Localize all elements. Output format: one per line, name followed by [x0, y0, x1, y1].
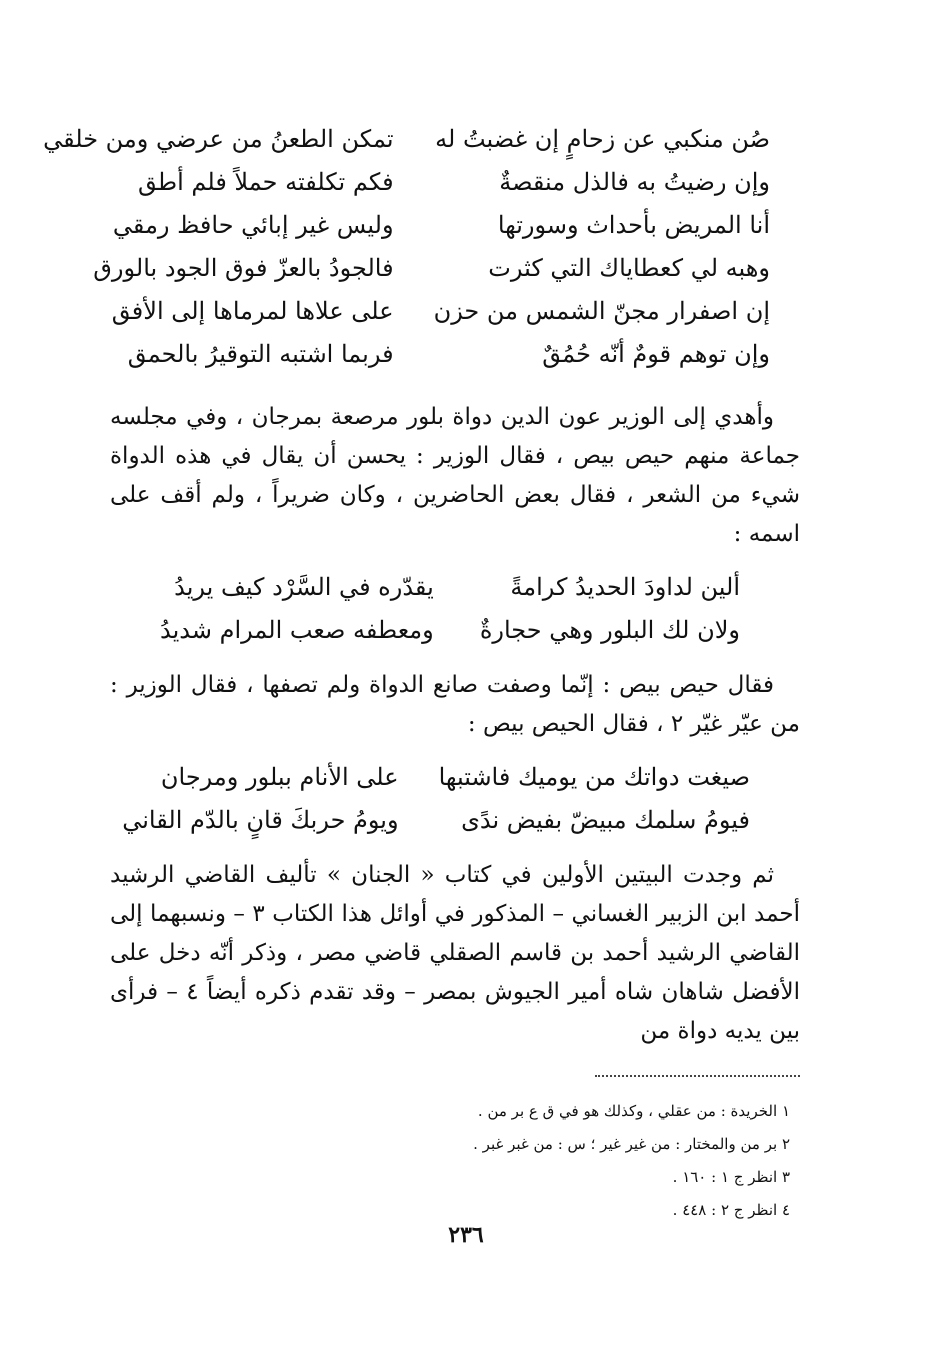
verse-hemistich: على الأنام ببلور ومرجان — [160, 763, 399, 791]
page-number: ٢٣٦ — [448, 1222, 484, 1248]
footnote-divider — [595, 1075, 800, 1077]
verse-hemistich: وإن رضيتُ به فالذل منقصةٌ — [499, 168, 770, 196]
page-body — [43, 118, 800, 1227]
prose-paragraph-3: ثم وجدت البيتين الأولين في كتاب « الجنان » تأليف القاضي الرشيد أحمد ابن الزبير الغساني – المذكور في أوائل هذا الكتاب ٣ – ونسبهما إلى القاضي الرشيد أحمد بن قاسم الصقلي قاضي مصر ، وذكر أنّه دخل على الأفضل شاهان شاه أمير الجيوش بمصر – وقد تقدم ذكره أيضاً ٤ – فرأى بين يديه دواة من — [110, 862, 800, 1044]
prose-paragraph-1: وأهدي إلى الوزير عون الدين دواة بلور مرصعة بمرجان ، وفي مجلسه جماعة منهم حيص بيص ، فقال الوزير : يحسن أن يقال في هذه الدواة شيء من الشعر ، فقال بعض الحاضرين ، وكان ضريراً ، ولم أقف على اسمه : — [110, 404, 800, 547]
verse-hemistich: ومعطفه صعب المرام شديدُ — [160, 616, 434, 644]
footnote-2: ٢ بر من والمختار : من غير غير ؛ س : من غبر غبر . — [473, 1135, 790, 1153]
verse-hemistich: على علاها لمرماها إلى الأفق — [111, 297, 394, 325]
poem-block-3 — [110, 756, 800, 842]
verse-hemistich: فيومُ سلمك مبيضّ بفيض ندًى — [461, 806, 750, 834]
verse-hemistich: وإن توهم قومٌ أنّه حُمُقٌ — [542, 340, 770, 368]
poem-block-2 — [110, 566, 800, 652]
verse-hemistich: يقدّره في السَّرْد كيف يريدُ — [174, 573, 434, 601]
verse-hemistich: تمكن الطعنُ من عرضي ومن خلقي — [43, 125, 394, 153]
verse-hemistich: إن اصفرار مجنّ الشمس من حزن — [433, 297, 770, 325]
verse-hemistich: صُن منكبي عن زحامٍ إن غضبتُ له — [435, 125, 770, 153]
prose-paragraph-2: فقال حيص بيص : إنّما وصفت صانع الدواة ولم تصفها ، فقال الوزير : من عيّر غيّر ٢ ، فقال الحيص بيص : — [110, 672, 800, 737]
poem-block-1 — [43, 118, 800, 376]
verse-hemistich: وليس غير إبائي حافظ رمقي — [112, 211, 394, 239]
verse-hemistich: فكم تكلفته حملاً فلم أطق — [138, 168, 394, 196]
footnotes — [110, 1095, 800, 1227]
verse-hemistich: ألين لداودَ الحديدُ كرامةً — [510, 573, 740, 601]
verse-hemistich: فربما اشتبه التوقيرُ بالحمق — [127, 340, 394, 368]
verse-hemistich: فالجودُ بالعزّ فوق الجود بالورق — [93, 254, 394, 282]
footnote-4: ٤ انظر ج ٢ : ٤٤٨ . — [672, 1201, 790, 1219]
footnote-1: ١ الخريدة : من عقلي ، وكذلك هو في ق ع بر من . — [477, 1102, 790, 1120]
verse-hemistich: صيغت دواتك من يوميك فاشتبها — [438, 763, 750, 791]
verse-hemistich: ويومُ حربكَ قانٍ بالدّم القاني — [122, 806, 399, 834]
verse-hemistich: وهبه لي كعطاياك التي كثرت — [488, 254, 770, 282]
verse-hemistich: أنا المريض بأحداث وسورتها — [497, 211, 770, 239]
verse-hemistich: ولان لك البلور وهي حجارةٌ — [479, 616, 740, 644]
footnote-3: ٣ انظر ج ١ : ١٦٠ . — [672, 1168, 790, 1186]
